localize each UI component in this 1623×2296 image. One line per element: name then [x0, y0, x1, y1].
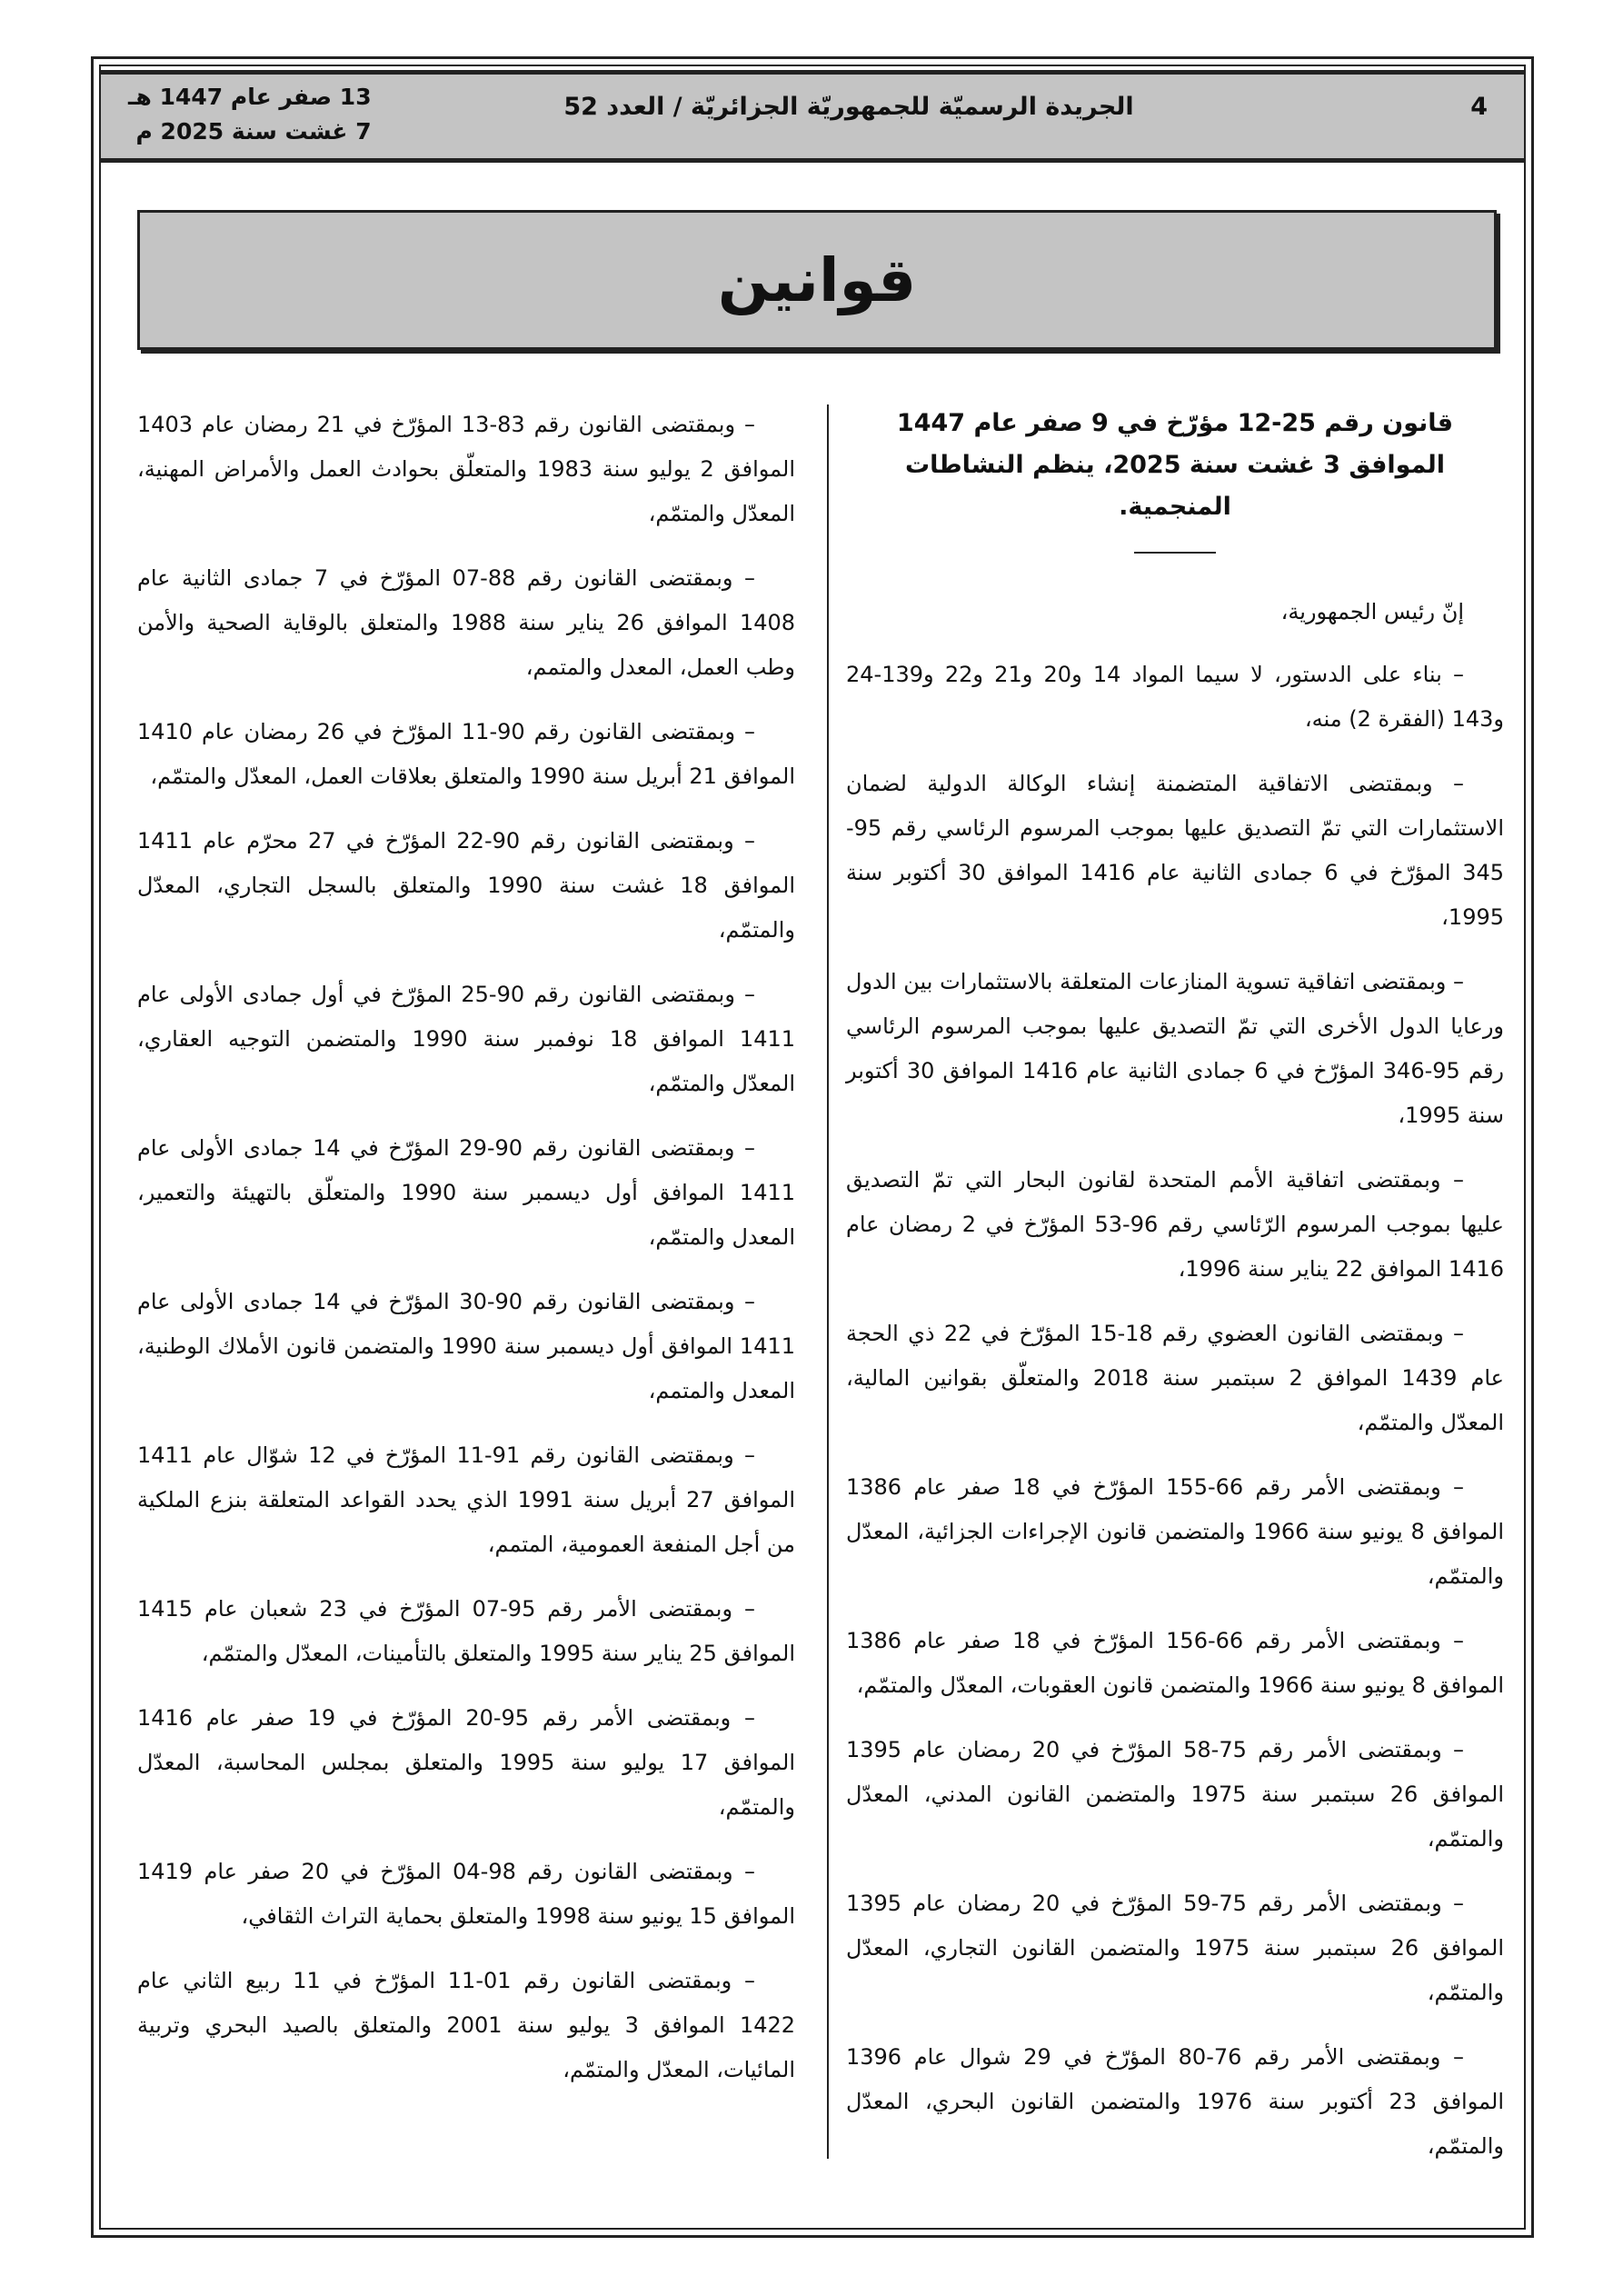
legal-reference-paragraph: – وبمقتضى الأمر رقم 95-20 المؤرّخ في 19 صفر عام 1416 الموافق 17 يوليو سنة 1995 والمتعلق بمجلس المحاسبة، المعدّل والمتمّم،	[137, 1705, 795, 1820]
legal-reference-paragraph: – وبمقتضى القانون رقم 88-07 المؤرّخ في 7 جمادى الثانية عام 1408 الموافق 26 يناير سنة 1988 والمتعلق بالوقاية الصحية والأمن وطب العمل، المعدل والمتمم،	[137, 565, 796, 680]
legal-reference-paragraph: – وبمقتضى الأمر رقم 66-156 المؤرّخ في 18 صفر عام 1386 الموافق 8 يونيو سنة 1966 والمتضمن قانون العقوبات، المعدّل والمتمّم،	[846, 1628, 1504, 1698]
legal-reference-paragraph: – وبمقتضى الاتفاقية المتضمنة إنشاء الوكالة الدولية لضمان الاستثمارات التي تمّ التصديق عليها بموجب المرسوم الرئاسي رقم 95-345 المؤرّخ في 6 جمادى الثانية عام 1416 الموافق 30 أكتوبر سنة 1995،	[846, 771, 1505, 930]
preamble: إنّ رئيس الجمهورية،	[1280, 599, 1464, 624]
journal-title: الجريدة الرسميّة للجمهوريّة الجزائريّة / العدد 52	[563, 93, 1134, 121]
legal-reference-paragraph: – وبمقتضى القانون رقم 90-29 المؤرّخ في 14 جمادى الأولى عام 1411 الموافق أول ديسمبر سنة 1990 والمتعلّق بالتهيئة والتعمير، المعدل والمتمّم،	[137, 1135, 795, 1250]
legal-reference-paragraph: – وبمقتضى القانون رقم 98-04 المؤرّخ في 20 صفر عام 1419 الموافق 15 يونيو سنة 1998 والمتعلق بحماية التراث الثقافي،	[137, 1859, 795, 1929]
legal-reference-paragraph: – وبمقتضى اتفاقية الأمم المتحدة لقانون البحار التي تمّ التصديق عليها بموجب المرسوم الرّئاسي رقم 96-53 المؤرّخ في 2 رمضان عام 1416 الموافق 22 يناير سنة 1996،	[846, 1167, 1504, 1282]
right-column	[846, 403, 1504, 2189]
page-header	[101, 70, 1524, 163]
legal-reference-paragraph: – وبمقتضى القانون رقم 90-11 المؤرّخ في 26 رمضان عام 1410 الموافق 21 أبريل سنة 1990 والمتعلق بعلاقات العمل، المعدّل والمتمّم،	[137, 719, 795, 789]
page-inner-frame	[99, 65, 1526, 2230]
legal-reference-paragraph: – بناء على الدستور، لا سيما المواد 14 و20 و21 و22 و139-24 و143 (الفقرة 2) منه،	[846, 662, 1504, 732]
page-frame	[91, 56, 1534, 2238]
legal-reference-paragraph: – وبمقتضى الأمر رقم 75-59 المؤرّخ في 20 رمضان عام 1395 الموافق 26 سبتمبر سنة 1975 والمتضمن القانون التجاري، المعدّل والمتمّم،	[846, 1891, 1504, 2005]
legal-reference-paragraph: – وبمقتضى القانون رقم 01-11 المؤرّخ في 11 ربيع الثاني عام 1422 الموافق 3 يوليو سنة 2001 والمتعلق بالصيد البحري وتربية المائيات، المعدّل والمتمّم،	[137, 1968, 796, 2082]
section-title: قوانين	[717, 245, 917, 315]
legal-reference-paragraph: – وبمقتضى اتفاقية تسوية المنازعات المتعلقة بالاستثمارات بين الدول ورعايا الدول الأخرى التي تمّ التصديق عليها بموجب المرسوم الرئاسي رقم 95-346 المؤرّخ في 6 جمادى الثانية عام 1416 الموافق 30 أكتوبر سنة 1995،	[846, 969, 1505, 1128]
page-number: 4	[1470, 93, 1488, 121]
legal-reference-paragraph: – وبمقتضى القانون رقم 90-25 المؤرّخ في أول جمادى الأولى عام 1411 الموافق 18 نوفمبر سنة 1990 والمتضمن التوجيه العقاري، المعدّل والمتمّم،	[137, 982, 795, 1096]
legal-reference-paragraph: – وبمقتضى القانون رقم 83-13 المؤرّخ في 21 رمضان عام 1403 الموافق 2 يوليو سنة 1983 والمتعلّق بحوادث العمل والأمراض المهنية، المعدّل والمتمّم،	[137, 412, 796, 526]
legal-reference-paragraph: – وبمقتضى القانون رقم 90-30 المؤرّخ في 14 جمادى الأولى عام 1411 الموافق أول ديسمبر سنة 1990 والمتضمن قانون الأملاك الوطنية، المعدل والمتمم،	[137, 1289, 795, 1403]
legal-reference-paragraph: – وبمقتضى القانون العضوي رقم 18-15 المؤرّخ في 22 ذي الحجة عام 1439 الموافق 2 سبتمبر سنة 2018 والمتعلّق بقوانين المالية، المعدّل والمتمّم،	[846, 1321, 1505, 1435]
legal-reference-paragraph: – وبمقتضى القانون رقم 91-11 المؤرّخ في 12 شوّال عام 1411 الموافق 27 أبريل سنة 1991 الذي يحدد القواعد المتعلقة بنزع الملكية من أجل المنفعة العمومية، المتمم،	[137, 1442, 795, 1557]
legal-reference-paragraph: – وبمقتضى الأمر رقم 95-07 المؤرّخ في 23 شعبان عام 1415 الموافق 25 يناير سنة 1995 والمتعلق بالتأمينات، المعدّل والمتمّم،	[137, 1596, 795, 1666]
column-divider	[827, 404, 829, 2159]
law-title: قانون رقم 25-12 مؤرّخ في 9 صفر عام 1447 الموافق 3 غشت سنة 2025، ينظم النشاطات المنجمية.	[896, 409, 1454, 521]
legal-reference-paragraph: – وبمقتضى القانون رقم 90-22 المؤرّخ في 27 محرّم عام 1411 الموافق 18 غشت سنة 1990 والمتعلق بالسجل التجاري، المعدّل والمتمّم،	[137, 828, 795, 943]
header-date-hijri: 13 صفر عام 1447 هـ	[128, 84, 372, 110]
legal-reference-paragraph: – وبمقتضى الأمر رقم 75-58 المؤرّخ في 20 رمضان عام 1395 الموافق 26 سبتمبر سنة 1975 والمتضمن القانون المدني، المعدّل والمتمّم،	[846, 1737, 1504, 1852]
legal-reference-paragraph: – وبمقتضى الأمر رقم 76-80 المؤرّخ في 29 شوال عام 1396 الموافق 23 أكتوبر سنة 1976 والمتضمن القانون البحري، المعدّل والمتمّم،	[846, 2044, 1504, 2159]
left-column	[137, 403, 795, 2112]
section-title-box	[137, 210, 1497, 350]
title-rule	[1134, 552, 1216, 554]
legal-reference-paragraph: – وبمقتضى الأمر رقم 66-155 المؤرّخ في 18 صفر عام 1386 الموافق 8 يونيو سنة 1966 والمتضمن قانون الإجراءات الجزائية، المعدّل والمتمّم،	[846, 1474, 1504, 1589]
header-date-gregorian: 7 غشت سنة 2025 م	[135, 118, 372, 145]
